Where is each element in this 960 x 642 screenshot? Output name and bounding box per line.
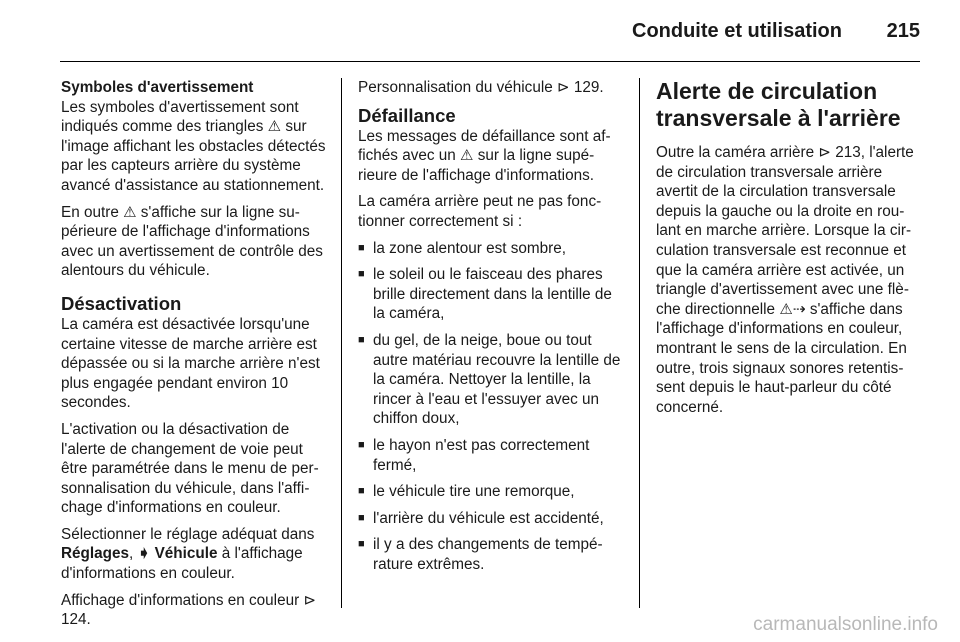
column-divider-1	[341, 78, 342, 608]
page-ref-icon: ⊳	[818, 144, 831, 161]
column-1	[61, 78, 327, 637]
column-3	[656, 78, 922, 424]
deactivation-paragraph-4: Affichage d'informations en couleur ⊳ 124.	[61, 591, 317, 629]
fault-conditions-list	[358, 239, 623, 575]
header-divider	[60, 61, 920, 62]
list-item: ■ il y a des changements de température extrêmes.	[358, 535, 623, 574]
deactivation-paragraph-1: La caméra est désactivée lorsqu'une certaine vitesse de marche arrière est dépassée ou si la marche arrière n'est plus engagée pendant environ 10 secondes.	[61, 315, 320, 412]
menu-arrow-icon: ➧	[137, 545, 151, 563]
deactivation-heading: Désactivation	[61, 292, 182, 314]
section-title: Alerte de circulation transversale à l'arrière	[656, 78, 901, 131]
direction-arrow-icon: ⇢	[792, 300, 806, 318]
page-ref-link[interactable]: 124.	[61, 611, 91, 629]
page-ref-link[interactable]: 129.	[573, 79, 604, 96]
deactivation-paragraph-2: L'activation ou la désactivation de l'alerte de changement de voie peut être paramétrée dans le menu de personnalisation du véhicule, dans l'affichage d'informations en couleur.	[61, 420, 319, 517]
page-ref-icon: ⊳	[303, 591, 317, 609]
fault-paragraph-2: La caméra arrière peut ne pas fonctionner correctement si :	[358, 193, 602, 230]
page-ref-icon: ⊳	[557, 79, 570, 96]
page-header	[0, 18, 960, 48]
column-2	[358, 78, 623, 581]
list-item: ■ le hayon n'est pas correctement fermé,	[358, 436, 623, 475]
column-divider-2	[639, 78, 640, 608]
list-item: ■ la zone alentour est sombre,	[358, 239, 623, 259]
fault-heading: Défaillance	[358, 104, 456, 126]
personalisation-ref: Personnalisation du véhicule ⊳ 129.	[358, 79, 604, 96]
warning-icon: ⚠	[123, 203, 137, 221]
symbols-paragraph-2: En outre ⚠ s'affiche sur la ligne supérieure de l'affichage d'informations avec un avertissement de contrôle des alentours du véhicule.	[61, 203, 323, 280]
warning-icon: ⚠	[460, 147, 474, 165]
deactivation-paragraph-3: Sélectionner le réglage adéquat dans Réglages, ➧ Véhicule à l'affichage d'informations en couleur.	[61, 525, 315, 583]
warning-icon: ⚠	[779, 300, 793, 318]
cross-traffic-paragraph: Outre la caméra arrière ⊳ 213, l'alerte de circulation transversale arrière avertit de la circulation transversale depuis la gauche ou la droite en roulant en marche arrière. Lorsque la circulation transversale est reconnue et que la caméra arrière est activée, un triangle d'avertissement avec une flèche directionnelle ⚠⇢ s'affiche dans l'affichage d'informations en couleur, montrant le sens de la circulation. En outre, trois signaux sonores retentissent depuis le haut-parleur du côté concerné.	[656, 144, 914, 416]
list-item: ■ le soleil ou le faisceau des phares brille directement dans la lentille de la caméra,	[358, 265, 623, 324]
list-item: ■ du gel, de la neige, boue ou tout autre matériau recouvre la lentille de la caméra. Nettoyer la lentille, la rincer à l'eau et l'essuyer avec un chiffon doux,	[358, 331, 623, 429]
watermark: carmanualsonline.info	[753, 614, 938, 635]
warning-icon: ⚠	[267, 118, 282, 136]
menu-vehicle-label: Véhicule	[150, 545, 218, 563]
fault-paragraph-1: Les messages de défaillance sont affichés avec un ⚠ sur la ligne supérieure de l'affichage d'informations.	[358, 127, 611, 184]
page-number: 215	[886, 20, 920, 42]
list-item: ■ le véhicule tire une remorque,	[358, 482, 623, 502]
list-item: ■ l'arrière du véhicule est accidenté,	[358, 509, 623, 529]
symbols-heading: Symboles d'avertissement	[61, 79, 254, 96]
page-ref-link[interactable]: 213	[835, 144, 861, 161]
menu-settings-label: Réglages	[61, 545, 130, 563]
chapter-title: Conduite et utilisation	[632, 20, 842, 42]
symbols-paragraph-1: Les symboles d'avertissement sont indiqués comme des triangles ⚠ sur l'image affichant les obstacles détectés par les capteurs arrière du système avancé d'assistance au stationnement.	[61, 98, 326, 194]
